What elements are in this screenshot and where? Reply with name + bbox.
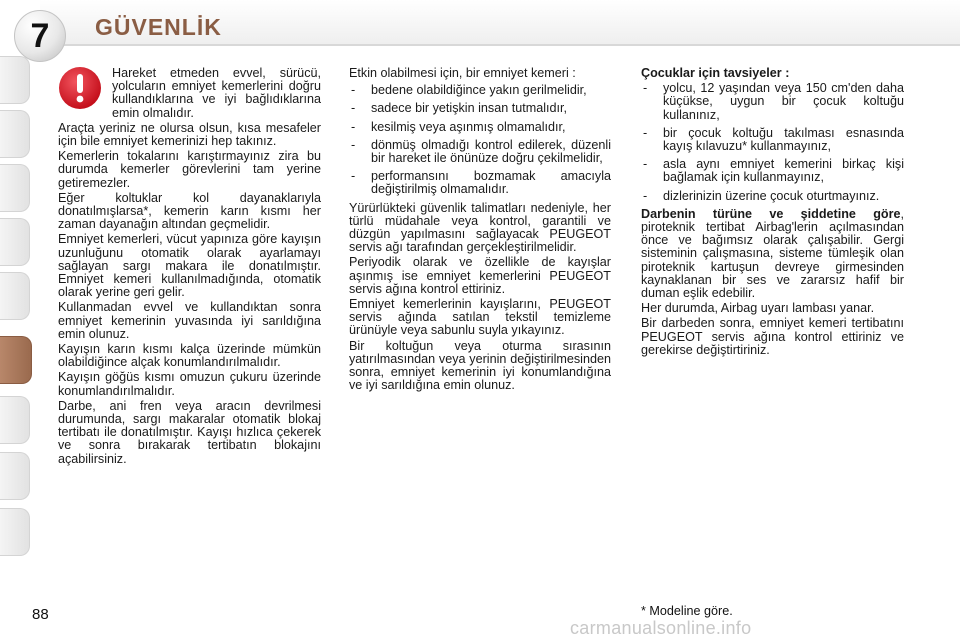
list-item: - bedene olabildiğince yakın gerilmelidir, xyxy=(349,84,611,97)
column-left xyxy=(58,67,321,468)
chapter-tab[interactable] xyxy=(0,396,30,444)
list-intro: Etkin olabilmesi için, bir emniyet kemeri : xyxy=(349,66,576,80)
children-advice-list xyxy=(641,82,904,203)
chapter-number-badge: 7 xyxy=(14,10,66,62)
belt-requirements-list xyxy=(349,84,611,196)
chapter-tab-strip xyxy=(0,56,36,576)
paragraph: Bir darbeden sonra, emniyet kemeri tertibatını PEUGEOT servis ağına kontrol ettiriniz ve gerekirse değiştirtiriniz. xyxy=(641,316,904,357)
warning-note: Hareket etmeden evvel, sürücü, yolcuların emniyet kemerlerini doğru kullandıklarına ve iyi bağlıdıklarına emin olmalıdır. xyxy=(112,66,321,120)
paragraph: Emniyet kemerlerinin kayışlarını, PEUGEOT servis ağında satılan tekstil temizleme ürünüyle veya sabunlu suyla yıkayınız. xyxy=(349,297,611,338)
column-middle xyxy=(349,67,611,394)
list-item: - sadece bir yetişkin insan tutmalıdır, xyxy=(349,102,611,115)
chapter-tab-active[interactable] xyxy=(0,336,32,384)
paragraph: Kayışın karın kısmı kalça üzerinde mümkün olabildiğince alçak konumlandırılmalıdır. xyxy=(58,342,321,370)
list-item: - bir çocuk koltuğu takılması esnasında kayış kılavuzu* kullanmayınız, xyxy=(641,127,904,153)
footnote: * Modeline göre. xyxy=(641,604,733,618)
list-item: - performansını bozmamak amacıyla değiştirilmiş olmamalıdır. xyxy=(349,170,611,196)
chapter-tab[interactable] xyxy=(0,164,30,212)
children-advice-heading: Çocuklar için tavsiyeler : xyxy=(641,66,790,80)
paragraph: Bir koltuğun veya oturma sırasının yatırılmasından veya yerinin değiştirilmesinden sonra, emniyet kemerinin iyi konumlandığına ve iyi sarıldığına emin olunuz. xyxy=(349,338,611,393)
list-item: - asla aynı emniyet kemerini birkaç kişi bağlamak için kullanmayınız, xyxy=(641,158,904,184)
chapter-tab[interactable] xyxy=(0,452,30,500)
impact-bold-text: Darbenin türüne ve şiddetine göre xyxy=(641,206,901,221)
paragraph: Darbe, ani fren veya aracın devrilmesi durumunda, sargı makaralar otomatik blokaj tertibatı ile donatılmıştır. Kayışı hızlıca çekerek ve sonra bırakarak tertibatın blokajını açabilirsiniz. xyxy=(58,398,321,466)
watermark: carmanualsonline.info xyxy=(570,618,752,638)
paragraph: Periyodik olarak ve özellikle de kayışlar aşınmış ise emniyet kemerlerini PEUGEOT servis ağına kontrol ettiriniz. xyxy=(349,255,611,296)
paragraph: Eğer koltuklar kol dayanaklarıyla donatılmışlarsa*, kemerin karın kısmı her zaman dayanağın altından geçmelidir. xyxy=(58,190,321,232)
paragraph: Kullanmadan evvel ve kullandıktan sonra emniyet kemerinin yuvasında iyi sarıldığına emin olunuz. xyxy=(58,300,321,341)
paragraph: Emniyet kemerleri, vücut yapınıza göre kayışın uzunluğunu otomatik olarak ayarlamayı sağlayan sargı makara ile donatılmıştır. Emniyet kemeri kullanılmadığında, otomatik olarak yerine geri gelir. xyxy=(58,232,321,300)
list-item: - kesilmiş veya aşınmış olmamalıdır, xyxy=(349,121,611,134)
paragraph: Kemerlerin tokalarını karıştırmayınız zira bu durumda kemerler görevlerini tam yerine getiremezler. xyxy=(58,149,321,190)
paragraph: Her durumda, Airbag uyarı lambası yanar. xyxy=(641,301,875,316)
list-item: - dizlerinizin üzerine çocuk oturtmayınız. xyxy=(641,190,904,203)
chapter-tab[interactable] xyxy=(0,272,30,320)
chapter-tab[interactable] xyxy=(0,110,30,158)
chapter-tab[interactable] xyxy=(0,508,30,556)
impact-rest-text: , piroteknik tertibat Airbag'lerin açılmasından önce ve bağımsız olarak çalışabilir. Gergi sisteminin çalışmasına, sisteme tümleşik olan piroteknik kartuşun devreye girmesinden kaynaklanan bir ses ve zararsız hafif bir duman eşlik edebilir. xyxy=(641,206,904,301)
list-item: - dönmüş olmadığı kontrol edilerek, düzenli bir hareket ile önünüze doğru çekilmelidir, xyxy=(349,139,611,165)
chapter-tab[interactable] xyxy=(0,218,30,266)
list-item: - yolcu, 12 yaşından veya 150 cm'den daha küçükse, uygun bir çocuk koltuğu kullanınız, xyxy=(641,82,904,122)
pyrotechnic-paragraph xyxy=(641,208,904,300)
chapter-tab[interactable] xyxy=(0,56,30,104)
paragraph: Kayışın göğüs kısmı omuzun çukuru üzerinde konumlandırılmalıdır. xyxy=(58,370,321,398)
paragraph: Araçta yeriniz ne olursa olsun, kısa mesafeler için bile emniyet kemerinizi hep takınız. xyxy=(58,120,321,149)
column-right xyxy=(641,67,904,359)
chapter-title: GÜVENLİK xyxy=(95,14,222,40)
header-divider xyxy=(40,44,960,46)
paragraph: Yürürlükteki güvenlik talimatları nedeniyle, her türlü müdahale veya kontrol, garantili ve düzgün yapılmasını sağlayacak PEUGEOT servis ağı tarafından gerçekleştirilmelidir. xyxy=(349,200,611,255)
page-number: 88 xyxy=(32,606,49,623)
